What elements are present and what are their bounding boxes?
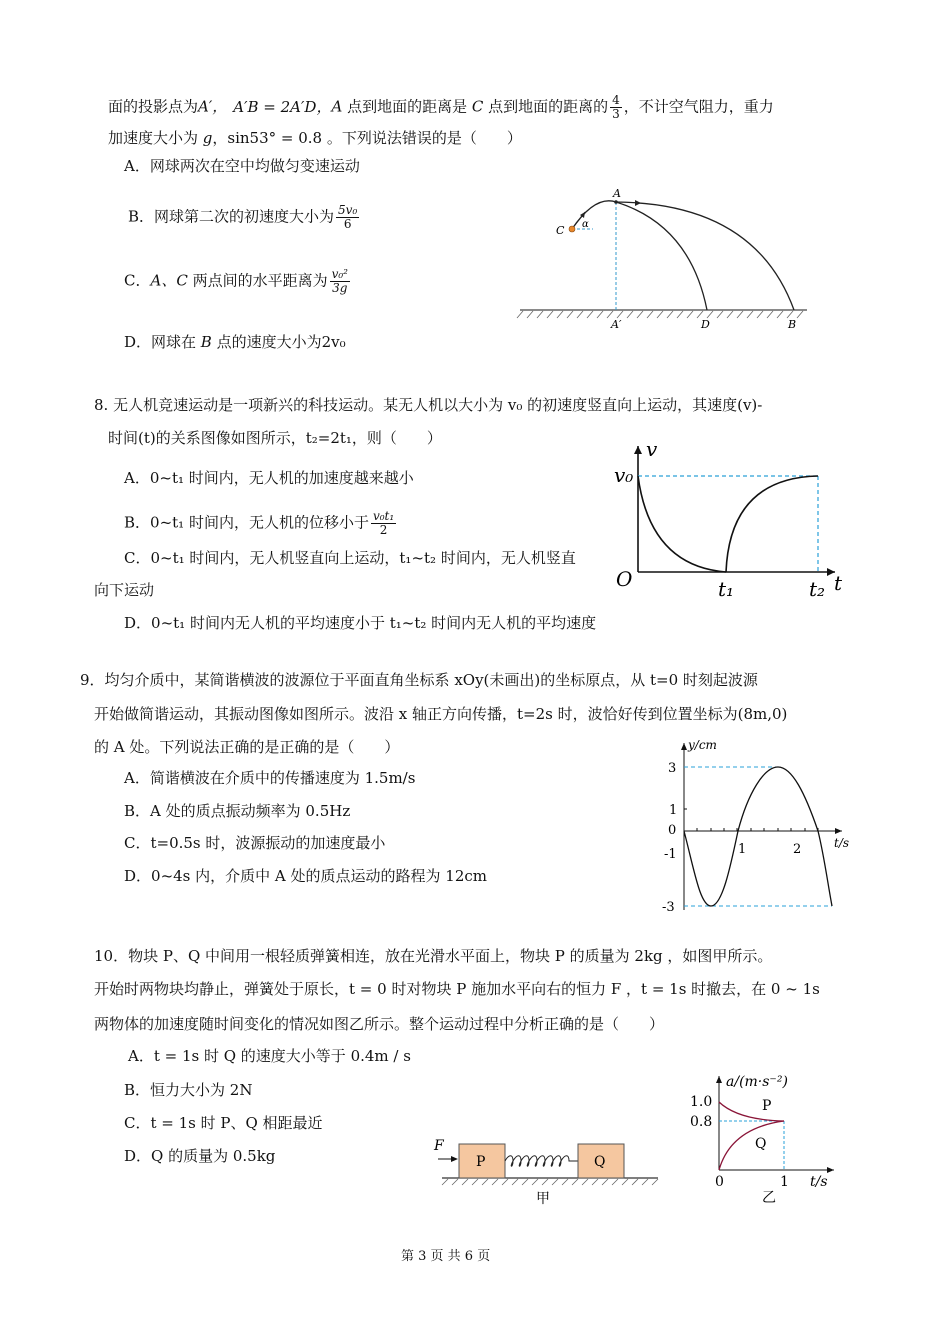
q10-stem-line3: 两物体的加速度随时间变化的情况如图乙所示。整个运动过程中分析正确的是（ ）	[94, 1015, 665, 1033]
force-label: F	[434, 1138, 444, 1154]
q7-label-A-prime: A′	[611, 318, 622, 331]
q8-vt-graph	[610, 437, 850, 601]
q9-tick-0: 0	[668, 823, 677, 838]
q9-stem-line2: 开始做简谐运动，其振动图像如图所示。波沿 x 轴正方向传播，t=2s 时，波恰好传到位置坐标为(8m,0)	[94, 705, 788, 723]
curve-P	[719, 1102, 784, 1121]
q7-option-d: D．网球在 B 点的速度大小为2v₀	[124, 333, 346, 351]
yi-axis-t: t/s	[810, 1174, 828, 1190]
q10-option-b: B．恒力大小为 2N	[124, 1081, 253, 1099]
q8-axis-t: t	[834, 571, 843, 595]
yi-axis-y: a/(m·s⁻²)	[726, 1074, 788, 1090]
q9-option-d: D．0~4s 内，介质中 A 处的质点运动的路程为 12cm	[124, 867, 487, 885]
yi-tick-x0: 0	[715, 1174, 724, 1190]
q7-option-b: B．网球第二次的初速度大小为 $\frac{\text{5v₀}}{6}$	[128, 203, 358, 231]
q9-tick-minus1: -1	[664, 847, 677, 862]
block-Q-label: Q	[594, 1154, 606, 1170]
q9-axis-y: y/cm	[688, 738, 717, 752]
yi-label-Q: Q	[755, 1136, 767, 1152]
q9-vibration-graph	[660, 735, 860, 920]
q9-tick-x1: 1	[738, 842, 747, 857]
q10-stem-line2: 开始时两物块均静止，弹簧处于原长，t = 0 时对物块 P 施加水平向右的恒力 F ，t = 1s 时撤去，在 0 ~ 1s	[94, 980, 820, 998]
q8-stem-line2: 时间(t)的关系图像如图所示，t₂=2t₁，则（ ）	[108, 429, 442, 447]
fig-yi-caption: 乙	[762, 1190, 776, 1206]
q9-stem-line1: 9．均匀介质中，某简谐横波的波源位于平面直角坐标系 xOy(未画出)的坐标原点，从 t=0 时刻起波源	[80, 671, 758, 689]
q9-tick-3: 3	[668, 761, 677, 776]
q7-intro-line2: 加速度大小为 g，sin53° = 0.8 。下列说法错误的是（ ）	[108, 129, 522, 147]
q9-option-b: B．A 处的质点振动频率为 0.5Hz	[124, 802, 351, 820]
q7-label-B: B	[788, 318, 797, 331]
q8-curve-2	[726, 476, 818, 572]
q8-option-b: B．0~t₁ 时间内，无人机的位移小于 $\frac{\text{v₀t₁}}{2}$	[124, 509, 395, 537]
q7-intro-line1: 面的投影点为A′， A′B = 2A′D，A 点到地面的距离是 C 点到地面的距离的 $\frac{4}{3}$ ，不计空气阻力，重力	[108, 93, 774, 121]
q8-option-a: A．0~t₁ 时间内，无人机的加速度越来越小	[124, 469, 414, 487]
spring	[505, 1156, 578, 1167]
q8-option-c-line1: C．0~t₁ 时间内，无人机竖直向上运动，t₁~t₂ 时间内，无人机竖直	[124, 549, 576, 567]
q7-option-c: C．A、C 两点间的水平距离为 $\frac{\text{v₀²}}{3g}$	[124, 267, 348, 295]
q10-option-c: C．t = 1s 时 P、Q 相距最近	[124, 1114, 323, 1132]
q9-tick-1: 1	[669, 803, 678, 818]
q7-label-A: A	[613, 187, 621, 200]
q7-label-C: C	[556, 224, 565, 237]
q9-option-a: A．简谐横波在介质中的传播速度为 1.5m/s	[124, 769, 416, 787]
q9-tick-x2: 2	[793, 842, 802, 857]
q10-option-a: A．t = 1s 时 Q 的速度大小等于 0.4m / s	[128, 1047, 411, 1065]
q7-label-alpha: α	[582, 219, 589, 230]
q8-option-d: D．0~t₁ 时间内无人机的平均速度小于 t₁~t₂ 时间内无人机的平均速度	[124, 614, 597, 632]
curve-Q	[719, 1121, 784, 1170]
q8-curve-1	[638, 476, 726, 572]
q9-wave	[684, 767, 832, 906]
q10-figure-yi	[686, 1068, 846, 1208]
yi-tick-08: 0.8	[690, 1114, 713, 1130]
q8-axis-v: v	[646, 437, 658, 461]
trajectory-2	[616, 202, 794, 310]
q7-option-a: A．网球两次在空中均做匀变速运动	[124, 157, 360, 175]
q8-label-t1: t₁	[718, 577, 735, 601]
q10-figure-jia	[430, 1130, 670, 1210]
block-P-label: P	[476, 1154, 486, 1170]
q9-option-c: C．t=0.5s 时，波源振动的加速度最小	[124, 834, 386, 852]
q8-origin: O	[616, 567, 633, 591]
fig-jia-caption: 甲	[536, 1191, 550, 1207]
q10-option-d: D．Q 的质量为 0.5kg	[124, 1147, 276, 1165]
yi-label-P: P	[762, 1098, 772, 1114]
q8-label-t2: t₂	[809, 577, 826, 601]
q8-label-v0: v₀	[614, 463, 634, 487]
q8-option-c-line2: 向下运动	[94, 581, 155, 599]
q8-stem-line1: 8. 无人机竞速运动是一项新兴的科技运动。某无人机以大小为 v₀ 的初速度竖直向上运动，其速度(v)-	[94, 396, 763, 414]
q10-stem-line1: 10．物块 P、Q 中间用一根轻质弹簧相连，放在光滑水平面上，物块 P 的质量为 2kg ，如图甲所示。	[94, 947, 773, 965]
page-footer: 第 3 页 共 6 页	[401, 1249, 491, 1264]
q9-stem-line3: 的 A 处。下列说法正确的是正确的是（ ）	[94, 738, 400, 756]
yi-tick-x1: 1	[780, 1174, 789, 1190]
q9-axis-t: t/s	[834, 836, 850, 850]
yi-tick-1: 1.0	[690, 1094, 713, 1110]
q9-tick-minus3: -3	[662, 900, 675, 915]
q7-label-D: D	[701, 318, 710, 331]
trajectory-1	[572, 201, 707, 310]
q7-trajectory-figure	[515, 185, 815, 335]
